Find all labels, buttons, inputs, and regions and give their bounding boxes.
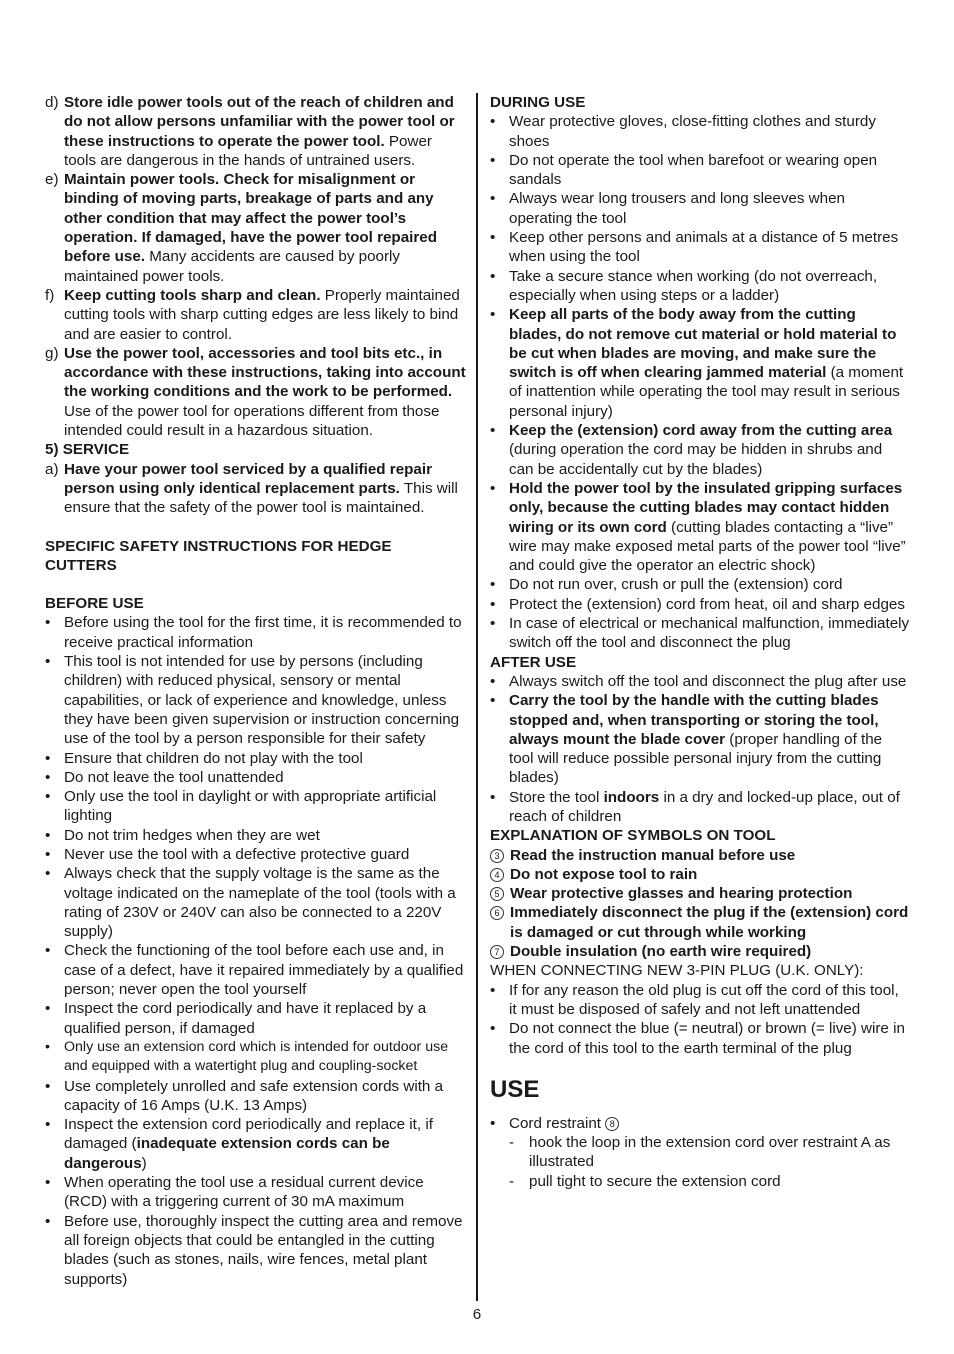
service-heading: 5) SERVICE [45, 441, 130, 459]
service-item-a [45, 460, 467, 518]
circled-number-icon: 3 [490, 849, 504, 863]
list-item: • Keep other persons and animals at a distance of 5 metres when using the tool [490, 228, 910, 267]
item-bold-text: Hold the power tool by the insulated gripping surfaces only, because the cutting blades may contact hidden wiring or its own cord [509, 479, 903, 536]
item-text: Power tools are dangerous in the hands of untrained users. [64, 132, 432, 169]
during-use-heading: DURING USE [490, 94, 586, 111]
item-text: (proper handling of the tool will reduce possible personal injury from the cutting blades) [509, 730, 883, 787]
list-item: • Never use the tool with a defective protective guard [45, 845, 467, 864]
item-text: Cord restraint [509, 1114, 602, 1132]
list-item: • Always switch off the tool and disconnect the plug after use [490, 672, 910, 691]
item-bold-text: Have your power tool serviced by a qualified repair person using only identical replacement parts. [64, 460, 432, 497]
symbol-text: Do not expose tool to rain [510, 865, 698, 883]
after-use-heading: AFTER USE [490, 653, 577, 671]
item-bold-text: Keep all parts of the body away from the cutting blades, do not remove cut material or hold material to be cut when blades are moving, and make sure the switch is off when clearing jammed material [509, 306, 897, 382]
list-item: • Only use an extension cord which is intended for outdoor use and equipped with a watertight plug and coupling-socket [45, 1038, 467, 1077]
item-text: ) [141, 1154, 147, 1172]
item-text: (cutting blades contacting a “live” wire may make exposed metal parts of the power tool “live” and could give the operator an electric shock) [509, 518, 906, 575]
item-label: f) [45, 286, 55, 304]
list-item: • Ensure that children do not play with the tool [45, 749, 467, 768]
item-bold-text: Keep the (extension) cord away from the cutting area [509, 422, 893, 440]
left-column [45, 93, 467, 1289]
list-item: • Do not trim hedges when they are wet [45, 826, 467, 845]
before-use-heading: BEFORE USE [45, 595, 144, 613]
page-number: 6 [472, 1306, 482, 1323]
item-text: Properly maintained cutting tools with sharp cutting edges are less likely to bind and are easier to control. [64, 286, 460, 343]
symbol-item [490, 865, 910, 884]
plug-heading: WHEN CONNECTING NEW 3-PIN PLUG (U.K. ONLY): [490, 962, 864, 980]
list-item: • In case of electrical or mechanical malfunction, immediately switch off the tool and disconnect the plug [490, 614, 910, 653]
list-item [45, 1115, 467, 1173]
symbol-text: Wear protective glasses and hearing protection [510, 885, 853, 903]
instruction-item-d [45, 93, 467, 170]
symbol-text: Double insulation (no earth wire required) [510, 943, 812, 961]
use-heading: USE [490, 1075, 540, 1103]
list-item [490, 788, 910, 827]
list-item: • Do not leave the tool unattended [45, 768, 467, 787]
item-text: Store the tool [509, 788, 604, 806]
circled-number-icon: 4 [490, 868, 504, 882]
item-bold-text: Maintain power tools. Check for misalignment or binding of moving parts, breakage of parts and any other condition that may affect the power tool’s operation. If damaged, have the power tool repaired before use. [64, 171, 438, 266]
list-item: • Always check that the supply voltage is the same as the voltage indicated on the nameplate of the tool (tools with a rating of 230V or 240V can also be connected to a 220V supply) [45, 864, 467, 941]
instruction-item-g [45, 344, 467, 440]
symbol-item [490, 884, 910, 903]
item-label: d) [45, 94, 59, 111]
item-bold-text: Carry the tool by the handle with the cutting blades stopped and, when transporting or storing the tool, always mount the blade cover [509, 692, 879, 748]
item-text: (during operation the cord may be hidden in shrubs and can be accidentally cut by the blades) [509, 441, 883, 478]
item-text: This will ensure that the safety of the power tool is maintained. [64, 479, 458, 517]
item-text: (a moment of inattention while operating the tool may result in serious personal injury) [509, 364, 904, 420]
item-text: Use of the power tool for operations different from those intended could result in a hazardous situation. [64, 402, 440, 440]
item-label: a) [45, 460, 59, 478]
column-divider [476, 93, 478, 1301]
item-bold-text: Keep cutting tools sharp and clean. [64, 286, 321, 304]
item-bold-text: indoors [603, 788, 660, 806]
sub-list-item: - pull tight to secure the extension cord [490, 1172, 910, 1191]
circled-number-icon: 7 [490, 945, 504, 959]
list-item: • Wear protective gloves, close-fitting clothes and sturdy shoes [490, 112, 910, 151]
instruction-item-f [45, 286, 467, 344]
symbol-text: Immediately disconnect the plug if the (extension) cord is damaged or cut through while working [510, 904, 909, 941]
list-item: • Check the functioning of the tool before each use and, in case of a defect, have it repaired immediately by a qualified person; never open the tool yourself [45, 941, 467, 999]
item-bold-text: Use the power tool, accessories and tool bits etc., in accordance with these instructions, taking into account the working conditions and the work to be performed. [64, 344, 466, 401]
sub-list-item: - hook the loop in the extension cord over restraint A as illustrated [490, 1133, 910, 1172]
list-item: • Protect the (extension) cord from heat, oil and sharp edges [490, 595, 910, 614]
list-item [490, 421, 910, 479]
list-item: • Always wear long trousers and long sleeves when operating the tool [490, 189, 910, 228]
list-item: • Take a secure stance when working (do not overreach, especially when using steps or a ladder) [490, 267, 910, 306]
item-text: Inspect the extension cord periodically and replace it, if damaged ( [64, 1116, 433, 1153]
specific-safety-heading: SPECIFIC SAFETY INSTRUCTIONS FOR HEDGE CUTTERS [45, 537, 392, 574]
item-bold-text: inadequate extension cords can be dangerous [64, 1135, 390, 1172]
list-item: • If for any reason the old plug is cut off the cord of this tool, it must be disposed of safely and not left unattended [490, 981, 910, 1020]
list-item: • Before use, thoroughly inspect the cutting area and remove all foreign objects that could be entangled in the cutting blades (such as stones, nails, wire fences, metal plant supports) [45, 1212, 467, 1289]
circled-number-icon: 8 [605, 1117, 619, 1131]
instruction-item-e [45, 170, 467, 286]
symbol-text: Read the instruction manual before use [510, 846, 796, 864]
list-item [490, 305, 910, 421]
list-item: • Before using the tool for the first time, it is recommended to receive practical information [45, 613, 467, 652]
item-bold-text: Store idle power tools out of the reach of children and do not allow persons unfamiliar with the power tool or these instructions to operate the power tool. [64, 94, 455, 150]
list-item: • When operating the tool use a residual current device (RCD) with a triggering current of 30 mA maximum [45, 1173, 467, 1212]
item-text: in a dry and locked-up place, out of reach of children [509, 788, 900, 825]
right-column [490, 93, 910, 1191]
list-item: • Only use the tool in daylight or with appropriate artificial lighting [45, 787, 467, 826]
symbols-heading: EXPLANATION OF SYMBOLS ON TOOL [490, 827, 776, 845]
list-item: • Use completely unrolled and safe extension cords with a capacity of 16 Amps (U.K. 13 Amps) [45, 1077, 467, 1116]
item-text: Many accidents are caused by poorly maintained power tools. [64, 248, 400, 285]
symbol-item [490, 942, 910, 961]
list-item [490, 479, 910, 575]
list-item: • Do not run over, crush or pull the (extension) cord [490, 575, 910, 594]
list-item: • Inspect the cord periodically and have it replaced by a qualified person, if damaged [45, 999, 467, 1038]
symbol-item [490, 903, 910, 942]
circled-number-icon: 5 [490, 887, 504, 901]
item-label: e) [45, 171, 59, 189]
symbol-item [490, 846, 910, 865]
circled-number-icon: 6 [490, 906, 504, 920]
list-item: • Do not connect the blue (= neutral) or brown (= live) wire in the cord of this tool to the earth terminal of the plug [490, 1019, 910, 1058]
list-item: • This tool is not intended for use by persons (including children) with reduced physical, sensory or mental capabilities, or lack of experience and knowledge, unless they have been given supervision or instruction concerning use of the tool by a person responsible for their safety [45, 652, 467, 748]
list-item [490, 1114, 910, 1133]
item-label: g) [45, 344, 59, 362]
list-item [490, 691, 910, 787]
list-item: • Do not operate the tool when barefoot or wearing open sandals [490, 151, 910, 190]
